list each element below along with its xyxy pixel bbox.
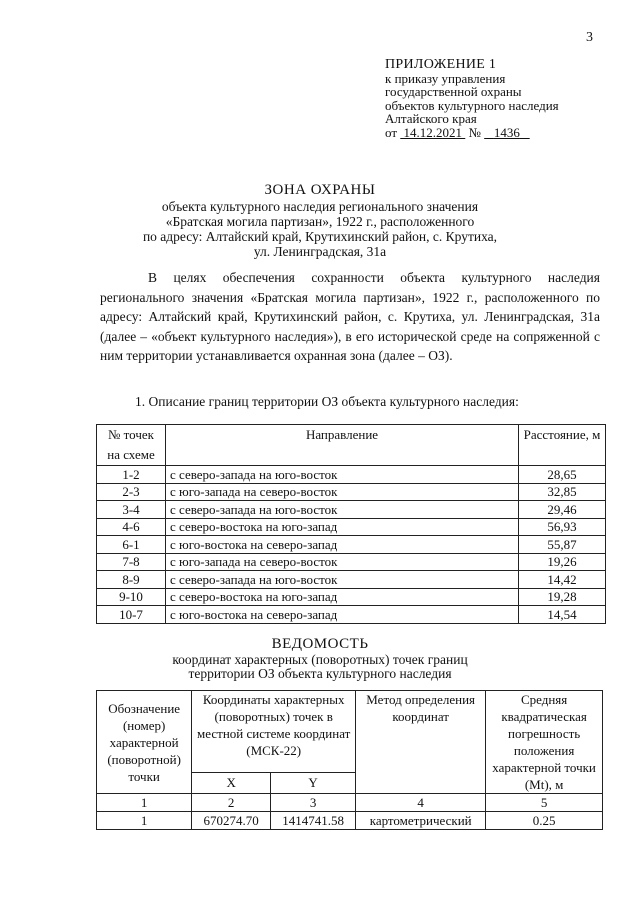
cell-points: 4-6 xyxy=(97,518,166,536)
cell-distance: 14,54 xyxy=(519,606,606,624)
cell-points: 6-1 xyxy=(97,536,166,554)
cell-direction: с северо-востока на юго-запад xyxy=(166,588,519,606)
cell-y: 1414741.58 xyxy=(271,812,356,830)
section-1-heading: 1. Описание границ территории ОЗ объекта культурного наследия: xyxy=(135,394,519,409)
header-x: X xyxy=(192,772,271,793)
intro-paragraph: В целях обеспечения сохранности объекта культурного наследия регионального значения «Братская могила партизан», 1922 г., расположенного по адресу: Алтайский край, Крутихинский район, с. Крутиха, ул. Ленинградская, 31а (далее – «объект культурного наследия»), в его исторической среде на сопряженной с ним территории устанавливается охранная зона (далее – ОЗ). xyxy=(100,270,600,363)
header-points: № точек на схеме xyxy=(97,425,166,466)
zone-title: ЗОНА ОХРАНЫ xyxy=(264,182,376,198)
zone-heading xyxy=(0,182,640,259)
appendix-line: объектов культурного наследия xyxy=(385,97,559,113)
vedomost-subtitle-line: координат характерных (поворотных) точек границ xyxy=(172,652,468,667)
vedomost-title: ВЕДОМОСТЬ xyxy=(271,636,369,652)
appendix-line: государственной охраны xyxy=(385,84,522,99)
table-row xyxy=(97,466,606,484)
cell-distance: 32,85 xyxy=(519,483,606,501)
table-row xyxy=(97,606,606,624)
zone-subtitle-line: объекта культурного наследия регионального значения xyxy=(161,199,479,214)
column-number: 3 xyxy=(271,794,356,812)
cell-distance: 14,42 xyxy=(519,571,606,589)
cell-direction: с юго-востока на северо-запад xyxy=(166,536,519,554)
appendix-line: к приказу управления xyxy=(385,70,506,86)
cell-points: 8-9 xyxy=(97,571,166,589)
cell-distance: 19,28 xyxy=(519,588,606,606)
cell-points: 10-7 xyxy=(97,606,166,624)
header-distance: Расстояние, м xyxy=(519,425,606,466)
cell-direction: с юго-запада на северо-восток xyxy=(166,553,519,571)
column-number: 5 xyxy=(486,794,603,812)
cell-distance: 55,87 xyxy=(519,536,606,554)
table-header-row xyxy=(97,691,603,773)
zone-subtitle-line: ул. Ленинградская, 31а xyxy=(253,244,387,259)
cell-error: 0.25 xyxy=(486,812,603,830)
table-row xyxy=(97,536,606,554)
zone-subtitle-line: «Братская могила партизан», 1922 г., расположенного xyxy=(165,214,475,229)
order-number: 1436 xyxy=(493,124,520,140)
appendix-title: ПРИЛОЖЕНИЕ 1 xyxy=(385,57,497,72)
cell-distance: 56,93 xyxy=(519,518,606,536)
table-row xyxy=(97,571,606,589)
cell-points: 7-8 xyxy=(97,553,166,571)
table-row xyxy=(97,518,606,536)
table-header-row xyxy=(97,425,606,466)
appendix-block xyxy=(385,58,559,139)
cell-method: картометрический xyxy=(356,812,486,830)
order-date: 14.12.2021 xyxy=(403,124,463,140)
page-number: 3 xyxy=(586,30,593,45)
zone-subtitle-line: по адресу: Алтайский край, Крутихинский район, с. Крутиха, xyxy=(142,229,498,244)
cell-direction: с юго-запада на северо-восток xyxy=(166,483,519,501)
cell-points: 9-10 xyxy=(97,588,166,606)
table-row xyxy=(97,483,606,501)
boundary-table xyxy=(96,424,606,624)
header-method: Метод определения координат xyxy=(356,691,486,794)
cell-distance: 19,26 xyxy=(519,553,606,571)
table-row xyxy=(97,588,606,606)
cell-points: 2-3 xyxy=(97,483,166,501)
table-row xyxy=(97,501,606,519)
cell-direction: с юго-востока на северо-запад xyxy=(166,606,519,624)
cell-x: 670274.70 xyxy=(192,812,271,830)
cell-direction: с северо-запада на юго-восток xyxy=(166,501,519,519)
cell-direction: с северо-запада на юго-восток xyxy=(166,571,519,589)
column-number: 2 xyxy=(192,794,271,812)
cell-distance: 28,65 xyxy=(519,466,606,484)
cell-points: 3-4 xyxy=(97,501,166,519)
table-row xyxy=(97,553,606,571)
cell-direction: с северо-востока на юго-запад xyxy=(166,518,519,536)
header-designation: Обозначение (номер) характерной (поворотной) точки xyxy=(97,691,192,794)
vedomost-heading xyxy=(0,636,640,681)
header-error: Средняя квадратическая погрешность положения характерной точки (Mt), м xyxy=(486,691,603,794)
vedomost-subtitle-line: территории ОЗ объекта культурного наследия xyxy=(188,666,452,681)
coordinates-table xyxy=(96,690,603,830)
column-number: 4 xyxy=(356,794,486,812)
column-number: 1 xyxy=(97,794,192,812)
table-row xyxy=(97,794,603,812)
number-sign: № xyxy=(468,124,481,140)
header-y: Y xyxy=(271,772,356,793)
header-coordinates: Координаты характерных (поворотных) точек в местной системе координат (МСК-22) xyxy=(192,691,356,773)
cell-direction: с северо-запада на юго-восток xyxy=(166,466,519,484)
appendix-line: Алтайского края xyxy=(385,111,477,126)
cell-distance: 29,46 xyxy=(519,501,606,519)
header-direction: Направление xyxy=(166,425,519,466)
appendix-date-line xyxy=(385,126,559,140)
cell-designation: 1 xyxy=(97,812,192,830)
date-prefix: от xyxy=(385,124,398,140)
cell-points: 1-2 xyxy=(97,466,166,484)
table-row xyxy=(97,812,603,830)
